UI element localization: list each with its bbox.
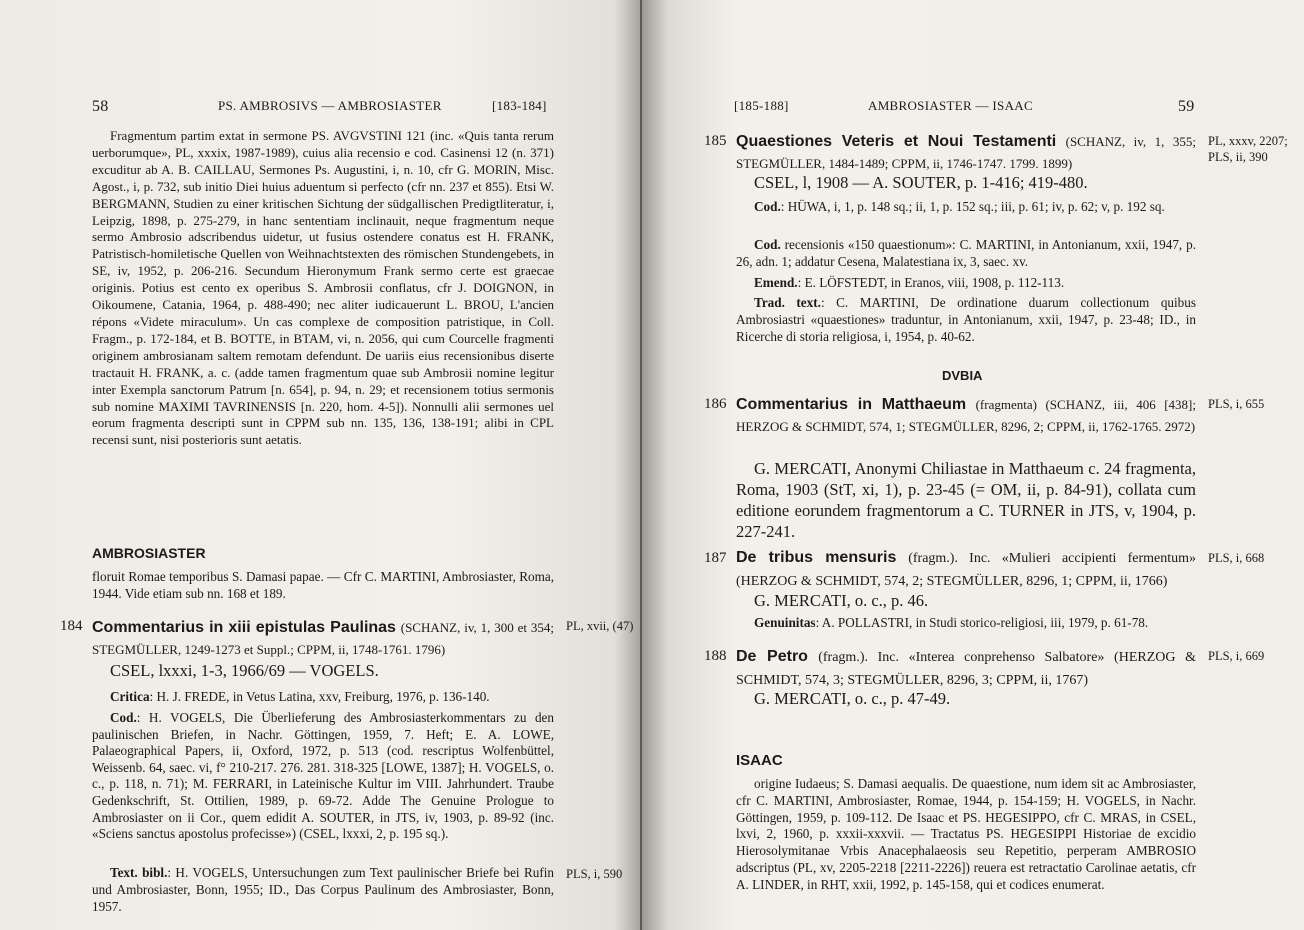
entry-184-critica: Critica: H. J. FREDE, in Vetus Latina, xxv, Freiburg, 1976, p. 136-140. bbox=[110, 689, 490, 704]
right-page-number: 59 bbox=[1178, 98, 1195, 115]
right-running-head: AMBROSIASTER — ISAAC bbox=[868, 98, 1033, 113]
entry-188-margin: PLS, i, 669 bbox=[1208, 649, 1265, 663]
entry-184-cod: Cod.: H. VOGELS, Die Überlieferung des Ambrosiasterkommentars zu den paulinischen Briefen, in Nachr. Göttingen, 1959, 7. Heft; E. A. LOWE, Palaeographical Papers, ii, Oxford, 1972, p. 513 (cod. rescriptus Wolfenbüttel, Weissenb. 64, saec. vi, f° 210-217. 276. 281. 318-325 [LOWE, 1387]; H. VOGELS, o. c., p. 118, n. 71); M. FERRARI, in Lateinische Kultur im VIII. Jahrhundert. Traube Gedenkschrift, St. Ottilien, 1989, p. 69-72. Adde The Genuine Prologue to Ambrosiaster on ii Cor., quem edidit A. SOUTER, in JTS, iv, 1903, p. 89-92 (inc. «Sciens sanctus apostolus profecisse») (CSEL, lxxxi, 2, p. 195 sq.). bbox=[92, 710, 554, 842]
entry-187-title: De tribus mensuris bbox=[736, 549, 897, 566]
entry-185-cod: Cod.: HÜWA, i, 1, p. 148 sq.; ii, 1, p. 152 sq.; iii, p. 61; iv, p. 62; v, p. 192 sq. bbox=[754, 199, 1165, 214]
entry-number-185: 185 bbox=[704, 133, 727, 149]
entry-number-187: 187 bbox=[704, 550, 727, 566]
entry-185-header bbox=[736, 130, 1196, 174]
entry-186-margin: PLS, i, 655 bbox=[1208, 397, 1265, 411]
entry-number-186: 186 bbox=[704, 396, 727, 412]
entry-188-title: De Petro bbox=[736, 648, 808, 665]
isaac-body: origine Iudaeus; S. Damasi aequalis. De quaestione, num idem sit ac Ambrosiaster, cfr C. MARTINI, Ambrosiaster, Romae, 1944, p. 154-159; H. VOGELS, in Nachr. Göttingen, 1959, p. 109-112. De Isaac et PS. HEGESIPPO, cfr C. MRAS, in CSEL, lxvi, 2, 1960, p. xxxii-xxxvii. — Tractatus PS. HEGESIPPI Historiae de excidio Hierosolymitanae Vrbis Anacephalaeosis seu Repetitio, perperam AMBROSIO adscriptus (PL, xv, 2205-2218 [2211-2226]) reuera est retractatio Carolinae aetatis, cfr A. LINDER, in RHT, xxii, 1992, p. 145-158, qui et codices enumerat. bbox=[736, 776, 1196, 892]
right-page bbox=[642, 0, 1304, 930]
entry-185-title: Quaestiones Veteris et Noui Testamenti bbox=[736, 133, 1057, 150]
entry-186-header: Commentarius in Matthaeum (fragmenta) (SCHANZ, iii, 406 [438]; HERZOG & SCHMIDT, 574, 1; STEGMÜLLER, 8296, 2; CPPM, ii, 1762-1765. 2972) bbox=[736, 396, 1197, 434]
entry-184-textbibl: Text. bibl.: H. VOGELS, Untersuchungen zum Text paulinischer Briefe bei Rufin und Ambrosiaster, Bonn, 1955; ID., Das Corpus Paulinum des Ambrosiaster, Bonn, 1957. bbox=[92, 865, 554, 914]
right-page-range: [185-188] bbox=[734, 98, 789, 113]
section-title-isaac: ISAAC bbox=[736, 752, 783, 769]
left-page-range: [183-184] bbox=[492, 98, 547, 113]
section-title-ambrosiaster: AMBROSIASTER bbox=[92, 545, 206, 561]
entry-184-header bbox=[92, 616, 554, 660]
dubia-heading: DVBIA bbox=[942, 368, 983, 383]
entry-184-edition: CSEL, lxxxi, 1-3, 1966/69 — VOGELS. bbox=[110, 661, 379, 680]
entry-185-refs: (SCHANZ, iv, 1, 355; STEGMÜLLER, 1484-1489; CPPM, ii, 1746-1747. 1799. 1899) bbox=[736, 134, 1196, 171]
entry-184-title: Commentarius in xiii epistulas Paulinas bbox=[92, 619, 396, 636]
entry-184-margin: PL, xvii, (47) bbox=[566, 619, 634, 633]
entry-186-body: G. MERCATI, Anonymi Chiliastae in Matthaeum c. 24 fragmenta, Roma, 1903 (StT, xi, 1), p. 23-45 (= OM, ii, p. 84-91), collata cum editione eorundem fragmentorum a C. TURNER in JTS, v, 1904, p. 227-241. bbox=[736, 459, 1196, 541]
entry-187-margin: PLS, i, 668 bbox=[1208, 551, 1265, 565]
entry-187-genuinitas: Genuinitas: A. POLLASTRI, in Studi storico-religiosi, iii, 1979, p. 61-78. bbox=[754, 615, 1149, 630]
entry-185-cod-recensionis: Cod. recensionis «150 quaestionum»: C. MARTINI, in Antonianum, xxii, 1947, p. 26, adn. 1; addatur Cesena, Malatestiana ix, 3, saec. xv. bbox=[736, 237, 1196, 269]
entry-187-edition: G. MERCATI, o. c., p. 46. bbox=[754, 591, 929, 610]
entry-185-trad: Trad. text.: C. MARTINI, De ordinatione duarum collectionum quibus Ambrosiastri «quaestiones» traduntur, in Antonianum, xxii, 1947, p. 23-48; ID., in Ricerche di storia religiosa, i, 1954, p. 40-62. bbox=[736, 295, 1196, 344]
entry-number-188: 188 bbox=[704, 648, 727, 664]
entry-187-header: De tribus mensuris (fragm.). Inc. «Mulieri accipienti fermentum» (HERZOG & SCHMIDT, 574, 2; STEGMÜLLER, 8296, 1; CPPM, ii, 1766) bbox=[736, 549, 1196, 589]
entry-185-margin: PL, xxxv, 2207; PLS, ii, 390 bbox=[1208, 134, 1288, 164]
fragment-paragraph: Fragmentum partim extat in sermone PS. AVGVSTINI 121 (inc. «Quis tanta rerum uerborumque», PL, xxxix, 1987-1989), cuius alia recensio e cod. Casinensi 12 (n. 371) excuditur ab A. B. CAILLAU, Sermones Ps. Augustini, i, n. 10, cfr G. MORIN, Misc. Agost., i, p. 732, sub initio Diei huius aduentum si perfecto (cfr nn. 237 et 855). Etsi W. BERGMANN, Studien zu einer kritischen Sichtung der südgallischen Predigtliteratur, i, Leipzig, 1898, p. 275-279, in hanc sententiam inclinauit, neque fragmentum neque sermo Ambrosio adscribendus uidetur, ut fusius ostendere conatus est H. FRANK, Patristisch-homiletische Quellen von Weihnachtstexten des römischen Stundengebets, in SE, iv, 1952, p. 206-216. Secundum Hieronymum Frank sermo certe est graecae originis. Potius est cento ex operibus S. Ambrosii conflatus, cfr J. DOIGNON, in Oikoumene, Catania, 1964, p. 488-490; nec aliter iudicauerunt L. BROU, L'ancien répons «Videte miraculum». Un cas complexe de composition patristique, in Coll. Fragm., p. 172-184, et B. BOTTE, in BTAM, vi, n. 2056, qui cum Courcelle fragmenti originem ambrosianam saltem remotam defendunt. De uariis eius recensionibus diserte tractauit H. FRANK, a. c. (adde tamen fragmentum quae sub Ambrosii nomine legitur inter Exempla sanctorum Patrum [n. 654], p. 94, n. 29; et recensionem totius sermonis sub nomine MAXIMI TAVRINENSIS [n. 220, hom. 4-5]). Nonnulli alii sermones uel eorum fragmenta descripti sunt in CPPM sub nn. 135, 136, 138-191; alibi in CPL recensi sunt, nisi posterioris sunt aetatis. bbox=[92, 128, 554, 448]
entry-185-edition: CSEL, l, 1908 — A. SOUTER, p. 1-416; 419-480. bbox=[754, 173, 1088, 192]
entry-185-emend: Emend.: E. LÖFSTEDT, in Eranos, viii, 1908, p. 112-113. bbox=[754, 275, 1065, 290]
entry-188-edition: G. MERCATI, o. c., p. 47-49. bbox=[754, 689, 951, 708]
entry-184-refs: (SCHANZ, iv, 1, 300 et 354; STEGMÜLLER, 1249-1273 et Suppl.; CPPM, ii, 1748-1761. 1796) bbox=[92, 620, 555, 657]
left-running-head: PS. AMBROSIVS — AMBROSIASTER bbox=[218, 98, 442, 113]
entry-number-184: 184 bbox=[60, 618, 83, 634]
entry-186-title: Commentarius in Matthaeum bbox=[736, 396, 967, 413]
entry-188-header: De Petro (fragm.). Inc. «Interea conprehenso Salbatore» (HERZOG & SCHMIDT, 574, 3; STEGMÜLLER, 8296, 3; CPPM, ii, 1767) bbox=[736, 648, 1197, 688]
section-intro: floruit Romae temporibus S. Damasi papae. — Cfr C. MARTINI, Ambrosiaster, Roma, 1944. Vide etiam sub nn. 168 et 189. bbox=[92, 569, 554, 601]
left-page-number: 58 bbox=[92, 98, 109, 115]
entry-184-margin-2: PLS, i, 590 bbox=[566, 867, 623, 881]
left-page bbox=[0, 0, 640, 930]
